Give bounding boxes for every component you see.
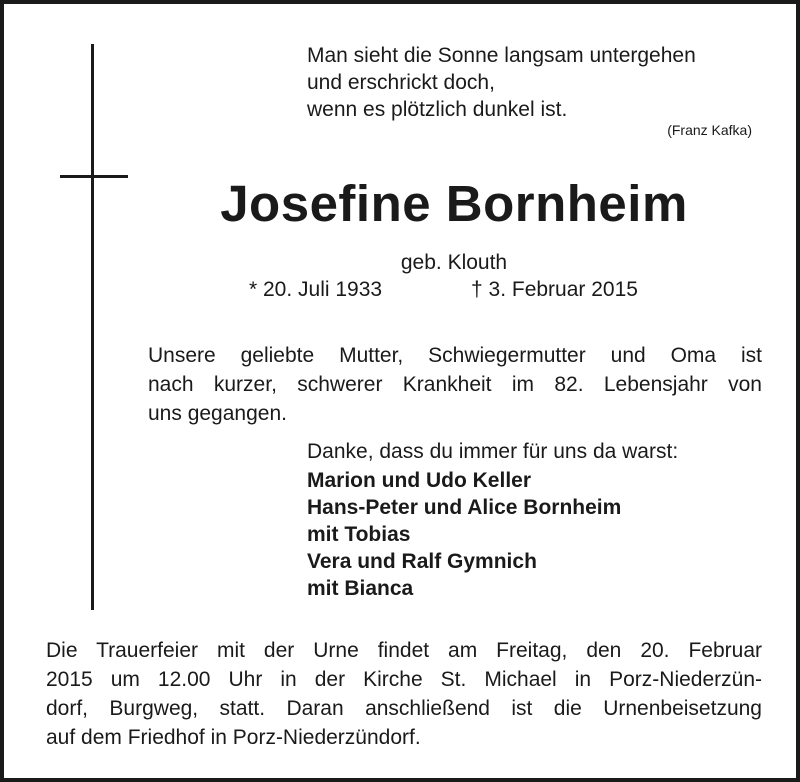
quote-line: wenn es plötzlich dunkel ist. — [307, 98, 568, 121]
deceased-name: Josefine Bornheim — [220, 175, 688, 232]
family-list — [307, 467, 747, 602]
family-member: mit Bianca — [307, 577, 414, 600]
family-member: Vera und Ralf Gymnich — [307, 550, 537, 573]
service-line: auf dem Friedhof in Porz-Niederzündorf. — [46, 726, 421, 749]
announcement-text — [148, 341, 762, 428]
service-line: dorf, Burgweg, statt. Daran anschließend ist die Urnenbeisetzung — [46, 697, 762, 720]
quote-block — [307, 42, 767, 123]
service-line: Die Trauerfeier mit der Urne findet am Freitag, den 20. Februar — [46, 639, 762, 662]
cross-vertical-bar — [91, 44, 94, 610]
quote-author: (Franz Kafka) — [667, 122, 752, 138]
service-details — [46, 636, 762, 752]
thanks-line: Danke, dass du immer für uns da warst: — [307, 440, 679, 463]
family-member: Hans-Peter und Alice Bornheim — [307, 496, 622, 519]
quote-line: Man sieht die Sonne langsam untergehen — [307, 44, 696, 67]
quote-line: und erschrickt doch, — [307, 71, 495, 94]
family-member: mit Tobias — [307, 523, 411, 546]
maiden-name: geb. Klouth — [400, 251, 508, 274]
announcement-line: uns gegangen. — [148, 402, 287, 425]
announcement-line: nach kurzer, schwerer Krankheit im 82. Lebensjahr von — [148, 373, 762, 396]
announcement-line: Unsere geliebte Mutter, Schwiegermutter und Oma ist — [148, 344, 762, 367]
death-date: † 3. Februar 2015 — [471, 278, 638, 301]
family-member: Marion und Udo Keller — [307, 469, 532, 492]
service-line: 2015 um 12.00 Uhr in der Kirche St. Michael in Porz-Niederzün- — [46, 668, 762, 691]
cross-horizontal-bar — [60, 175, 128, 178]
birth-date: * 20. Juli 1933 — [249, 278, 383, 301]
